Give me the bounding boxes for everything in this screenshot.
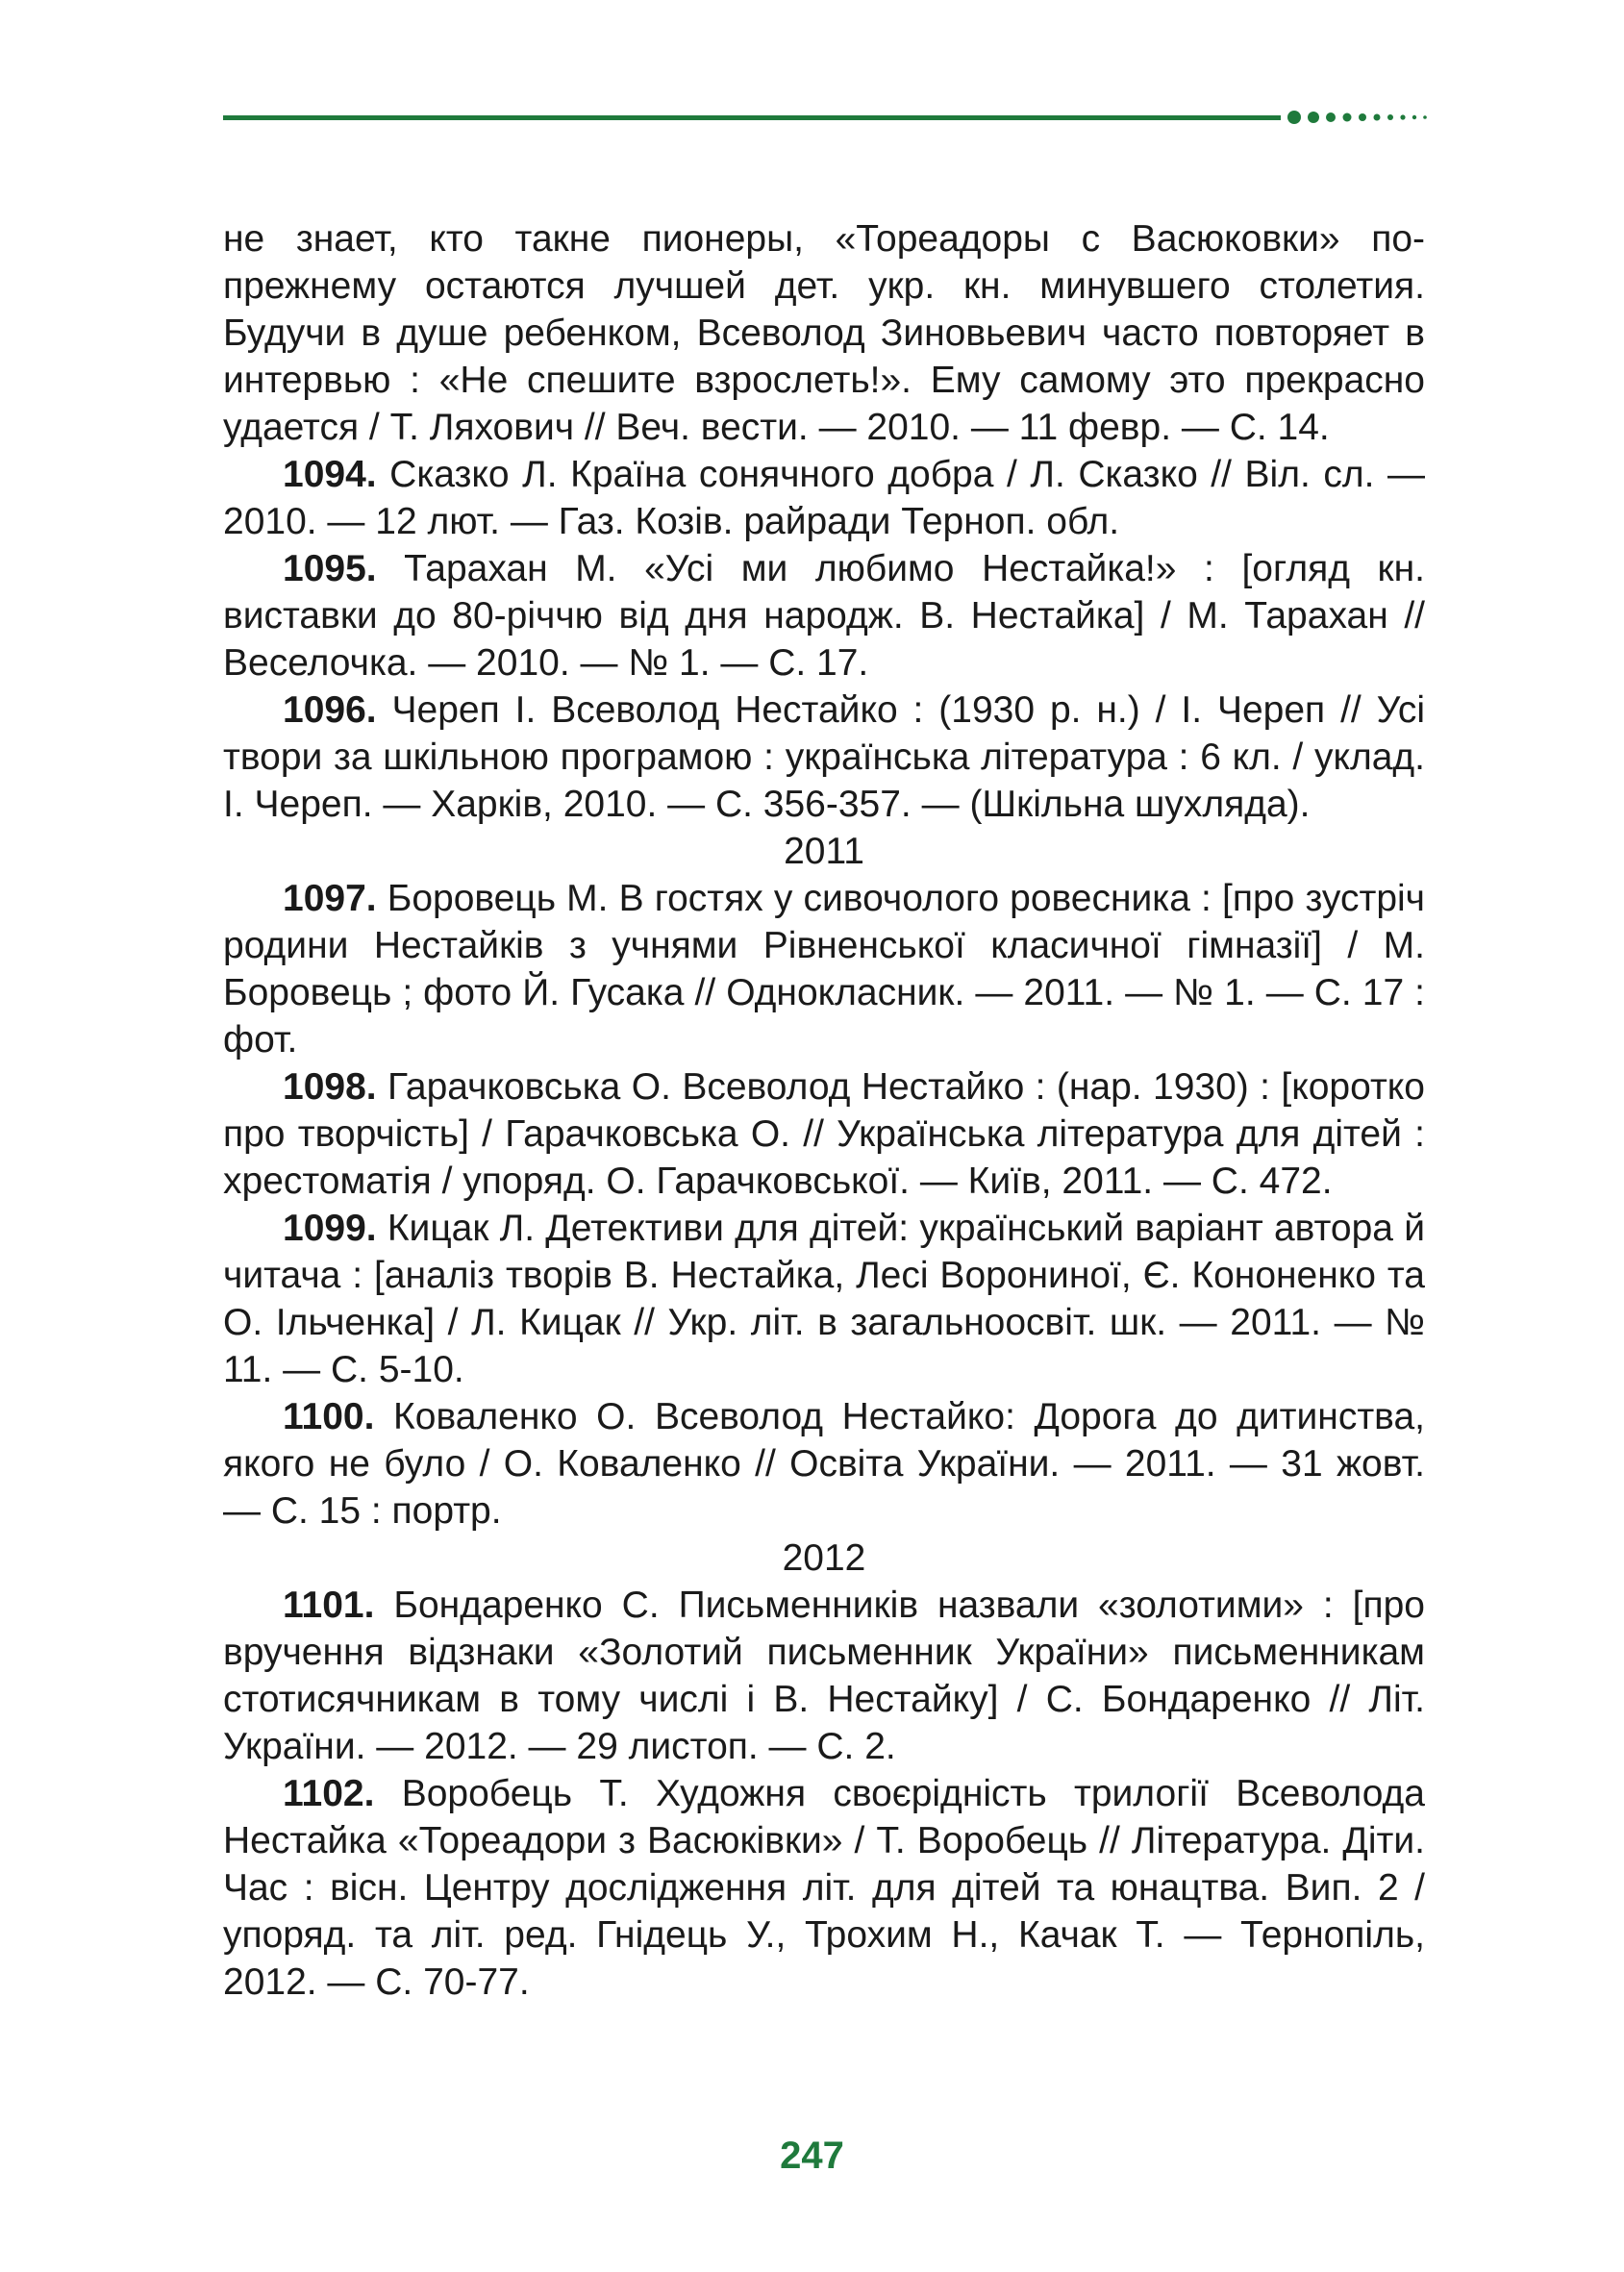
- entry-number: 1094.: [283, 454, 377, 495]
- bibliography-entry: [223, 687, 1425, 828]
- entry-text: Боровець М. В гостях у сивочолого ровесника : [про зустріч родини Нестайків з учнями Рівненської класичної гімназії] / М. Боровець ; фото Й. Гусака // Однокласник. — 2011. — № 1. — С. 17 : фот.: [223, 878, 1425, 1061]
- entry-number: 1100.: [283, 1396, 375, 1437]
- entry-number: 1095.: [283, 548, 377, 589]
- header-rule: [223, 115, 1281, 120]
- entry-text: Череп І. Всеволод Нестайко : (1930 р. н.) / І. Череп // Усі твори за шкільною програмою : українська література : 6 кл. / уклад. І. Череп. — Харків, 2010. — С. 356-357. — (Шкільна шухляда).: [223, 689, 1425, 825]
- entry-text: Кицак Л. Детективи для дітей: український варіант автора й читача : [аналіз творів В. Нестайка, Лесі Ворониної, Є. Кононенко та О. Ільченка] / Л. Кицак // Укр. літ. в загальноосвіт. шк. — 2011. — № 11. — С. 5-10.: [223, 1208, 1425, 1390]
- header-dots-ornament: [1287, 109, 1440, 126]
- bibliography-entry: [223, 1063, 1425, 1205]
- bibliography-entry: [223, 545, 1425, 687]
- entry-text: Воробець Т. Художня своєрідність трилогії Всеволода Нестайка «Тореадори з Васюківки» / Т. Воробець // Література. Діти. Час : вісн. Центру дослідження літ. для дітей та юнацтва. Вип. 2 / упоряд. та літ. ред. Гнідець У., Трохим Н., Качак Т. — Тернопіль, 2012. — С. 70-77.: [223, 1773, 1425, 2003]
- entry-number: 1097.: [283, 878, 377, 919]
- bibliography-entry: [223, 451, 1425, 545]
- entry-text: Гарачковська О. Всеволод Нестайко : (нар. 1930) : [коротко про творчість] / Гарачковська О. // Українська література для дітей : хрестоматія / упоряд. О. Гарачковської. — Київ, 2011. — С. 472.: [223, 1066, 1425, 1202]
- entry-number: 1096.: [283, 689, 377, 731]
- entry-number: 1098.: [283, 1066, 377, 1108]
- bibliography-entry: [223, 1770, 1425, 2006]
- entry-number: 1101.: [283, 1585, 375, 1626]
- page-number: 247: [780, 2135, 844, 2177]
- bibliography-content: [223, 215, 1425, 2006]
- entry-number: 1102.: [283, 1773, 375, 1814]
- bibliography-entry: [223, 875, 1425, 1063]
- entry-text: Коваленко О. Всеволод Нестайко: Дорога до дитинства, якого не було / О. Коваленко // Освіта України. — 2011. — 31 жовт. — С. 15 : портр.: [223, 1396, 1425, 1532]
- entry-text: Тарахан М. «Усі ми любимо Нестайка!» : [огляд кн. виставки до 80-річчю від дня народж. В. Нестайка] / М. Тарахан // Веселочка. — 2010. — № 1. — С. 17.: [223, 548, 1425, 684]
- entry-text: Сказко Л. Країна сонячного добра / Л. Сказко // Віл. сл. — 2010. — 12 лют. — Газ. Козів. райради Терноп. обл.: [223, 454, 1425, 542]
- year-heading-2012: 2012: [782, 1537, 866, 1579]
- entry-text: Бондаренко С. Письменників назвали «золотими» : [про вручення відзнаки «Золотий письменник України» письменникам стотисячникам в тому числі і В. Нестайку] / С. Бондаренко // Літ. України. — 2012. — 29 листоп. — С. 2.: [223, 1585, 1425, 1767]
- bibliography-entry: [223, 1393, 1425, 1535]
- bibliography-entry: [223, 1205, 1425, 1393]
- year-heading-2011: 2011: [784, 831, 864, 872]
- intro-paragraph: не знает, кто такне пионеры, «Тореадоры с Васюковки» по-прежнему остаются лучшей дет. укр. кн. минувшего столетия. Будучи в душе ребенком, Всеволод Зиновьевич часто повторяет в интервью : «Не спешите взрослеть!». Ему самому это прекрасно удается / Т. Ляхович // Веч. вести. — 2010. — 11 февр. — С. 14.: [223, 218, 1425, 448]
- bibliography-entry: [223, 1582, 1425, 1770]
- entry-number: 1099.: [283, 1208, 377, 1249]
